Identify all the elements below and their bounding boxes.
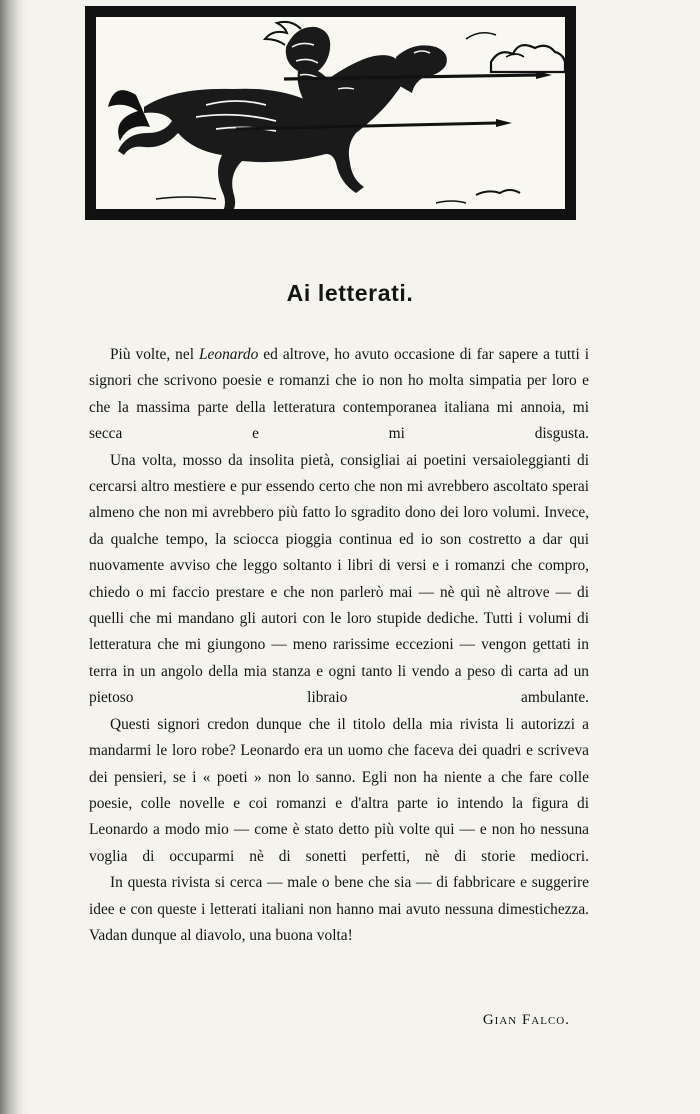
knight-on-horse-icon — [96, 17, 565, 209]
paragraph-1-start: Più volte, nel — [110, 346, 199, 363]
paragraph-1 — [89, 342, 589, 448]
article-body — [89, 342, 589, 949]
leonardo-journal-title: Leonardo — [198, 346, 259, 363]
page-gutter-shadow — [0, 0, 26, 1114]
article-title: Ai letterati. — [286, 280, 414, 306]
paragraph-3: Questi signori credon dunque che il titolo della mia rivista li autorizzi a mandarmi le loro robe? Leonardo era un uomo che faceva dei quadri e scriveva dei pensieri, se i « poeti » non lo sanno. Egli non ha niente a che fare colle poesie, colle novelle e coi romanzi e d'altra parte io intendo la figura di Leonardo a modo mio — come è stato detto più volte qui — e non ho nessuna voglia di occuparmi nè di sonetti perfetti, nè di storie mediocri. — [89, 715, 589, 865]
paragraph-4: In questa rivista si cerca — male o bene che sia — di fabbricare e suggerire idee e con queste i letterati italiani non hanno mai avuto nessuna dimestichezza. Vadan dunque al diavolo, una buona volta! — [89, 874, 589, 944]
paragraph-2: Una volta, mosso da insolita pietà, consigliai ai poetini versaioleggianti di cercarsi altro mestiere e pur essendo certo che non mi avrebbero ascoltato sperai almeno che non mi avrebbero più fatto lo sgradito dono dei loro volumi. Invece, da qualche tempo, la sciocca pioggia continua ed io son costretto a dar qui nuovamente avviso che leggo soltanto i libri di versi e i romanzi che compro, chiedo o mi faccio prestare e che non parlerò mai — nè quì nè altrove — di quelli che mi mandano gli autori con le loro stupide dediche. Tutti i volumi di letteratura che mi giungono — meno rarissime eccezioni — vengon gettati in terra in un angolo della mia stanza e ogni tanto li vendo a peso di carta ad un pietoso libraio ambulante. — [89, 451, 589, 707]
knight-woodcut-illustration — [85, 6, 576, 220]
paragraph-1-rest: ed altrove, ho avuto occasione di far sapere a tutti i signori che scrivono poesie e romanzi che io non ho molta simpatia per loro e che la massima parte della letteratura contemporanea italiana mi annoia, mi secca e mi disgusta. — [89, 346, 589, 443]
author-signature: Gian Falco. — [482, 1012, 570, 1028]
